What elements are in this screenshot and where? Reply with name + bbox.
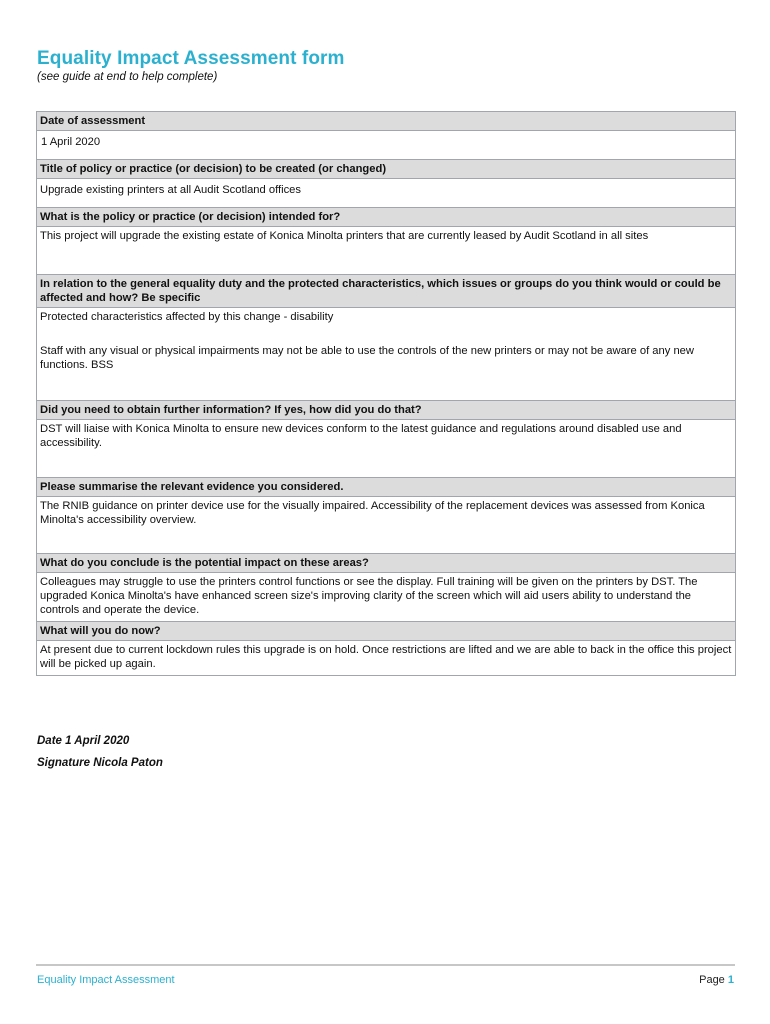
page-subtitle: (see guide at end to help complete) [37,71,218,83]
footer-page-label: Page [699,974,725,986]
question-next-steps: What will you do now? [37,622,736,641]
answer-date: 1 April 2020 [37,131,736,160]
answer-equality-duty-line2: Staff with any visual or physical impairments may not be able to use the controls of the new printers or may not be aware of any new functions. BSS [40,345,694,371]
question-intent: What is the policy or practice (or decision) intended for? [37,208,736,227]
answer-conclusion: Colleagues may struggle to use the printers control functions or see the display. Full training will be given on the printers by DST. The upgraded Konica Minolta's have enhanced screen size's improving clarity of the screen which will aid users ability to understand the controls and operate the device. [37,573,736,622]
footer-page-indicator [699,974,734,986]
footer-document-title: Equality Impact Assessment [37,974,175,986]
footer-divider [36,964,735,966]
page-title: Equality Impact Assessment form [37,48,345,69]
answer-title: Upgrade existing printers at all Audit Scotland offices [37,179,736,208]
answer-intent: This project will upgrade the existing estate of Konica Minolta printers that are currently leased by Audit Scotland in all sites [37,227,736,275]
question-equality-duty: In relation to the general equality duty and the protected characteristics, which issues or groups do you think would or could be affected and how? Be specific [37,275,736,308]
answer-further-info: DST will liaise with Konica Minolta to ensure new devices conform to the latest guidance and regulations around disabled use and accessibility. [37,420,736,478]
answer-next-steps: At present due to current lockdown rules this upgrade is on hold. Once restrictions are lifted and we are able to back in the office this project will be picked up again. [37,641,736,676]
signoff-date: Date 1 April 2020 [37,735,130,747]
answer-evidence: The RNIB guidance on printer device use for the visually impaired. Accessibility of the replacement devices was assessed from Konica Minolta's accessibility overview. [37,497,736,554]
footer-page-number: 1 [727,974,734,986]
signoff-signature: Signature Nicola Paton [37,757,163,769]
answer-equality-duty [37,308,736,401]
question-further-info: Did you need to obtain further information? If yes, how did you do that? [37,401,736,420]
question-evidence: Please summarise the relevant evidence you considered. [37,478,736,497]
answer-equality-duty-line1: Protected characteristics affected by this change - disability [40,311,334,323]
question-date: Date of assessment [37,112,736,131]
assessment-table [36,111,736,676]
question-title: Title of policy or practice (or decision) to be created (or changed) [37,160,736,179]
question-conclusion: What do you conclude is the potential impact on these areas? [37,554,736,573]
